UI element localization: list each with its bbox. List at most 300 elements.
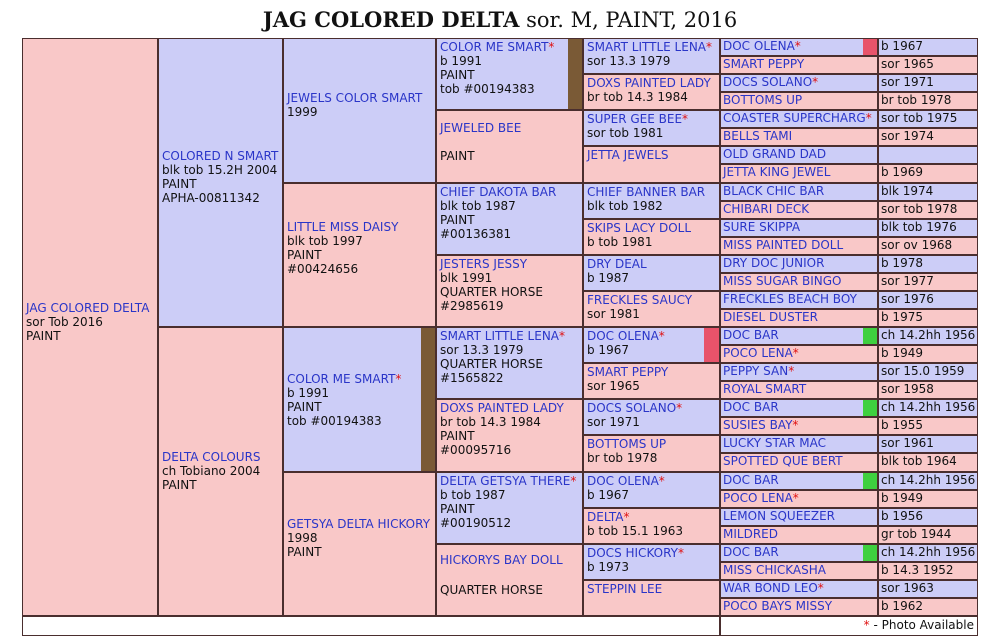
horse-info-line: b 1949 [881, 490, 923, 505]
horse-cell [283, 183, 436, 328]
horse-name-link[interactable] [587, 257, 716, 271]
horse-cell [720, 291, 878, 309]
horse-cell [720, 183, 878, 201]
horse-name-text: SURE SKIPPA [723, 219, 801, 234]
horse-name-text: DRY DOC JUNIOR [723, 255, 825, 270]
horse-info-cell [878, 327, 978, 345]
horse-name-link[interactable] [723, 274, 875, 289]
horse-name-text: DOCS HICKORY [587, 545, 678, 560]
horse-info-line: ch 14.2hh 1956 [881, 544, 976, 559]
horse-name-link[interactable] [723, 545, 875, 560]
horse-name-link[interactable] [723, 202, 875, 217]
horse-info-cell [878, 580, 978, 598]
horse-name-text: DELTA [587, 509, 624, 524]
horse-cell [583, 363, 720, 399]
horse-name-link[interactable] [723, 436, 875, 451]
horse-name-link[interactable] [723, 310, 875, 325]
horse-name-text: DOCS SOLANO [723, 75, 813, 90]
horse-info-line: PAINT [162, 177, 197, 191]
horse-cell [583, 183, 720, 219]
horse-name-text: COLORED N SMART [162, 149, 279, 163]
horse-name-text: DOXS PAINTED LADY [587, 76, 711, 91]
horse-info-cell [878, 508, 978, 526]
horse-cell [720, 237, 878, 255]
horse-info-line: #1565822 [440, 371, 504, 385]
horse-info-line: b 1955 [881, 418, 923, 433]
horse-name-text: DOC OLENA [723, 39, 795, 53]
horse-name-link[interactable] [440, 185, 579, 199]
horse-name-link[interactable] [162, 149, 279, 163]
horse-info-line: b 1967 [587, 487, 629, 502]
horse-name-link[interactable] [587, 437, 716, 451]
pedigree-chart [22, 38, 978, 636]
photo-available-star: * [623, 509, 630, 524]
horse-info-cell [878, 562, 978, 580]
horse-name-link[interactable] [587, 148, 716, 162]
horse-info-line: b 1967 [587, 343, 629, 357]
horse-info-cell [878, 74, 978, 92]
horse-name-link[interactable] [162, 450, 279, 464]
horse-name-text: DRY DEAL [587, 256, 647, 271]
horse-cell [583, 38, 720, 74]
horse-info-line: sor 13.3 1979 [440, 343, 524, 357]
horse-info-line: PAINT [26, 329, 61, 343]
horse-info-line: ch 14.2hh 1956 [881, 328, 976, 342]
horse-name-text: SUPER GEE BEE [587, 112, 683, 127]
horse-info-line: blk tob 1997 [287, 233, 363, 248]
photo-available-star: * [395, 372, 402, 386]
horse-info-cell [878, 472, 978, 490]
horse-name-text: POCO BAYS MISSY [723, 598, 833, 613]
horse-cell [583, 544, 720, 580]
horse-info-line: sor 1971 [881, 75, 934, 90]
horse-info-cell [878, 381, 978, 399]
horse-info-line: QUARTER HORSE [440, 284, 543, 299]
horse-info-cell [878, 237, 978, 255]
horse-cell [720, 472, 878, 490]
horse-name-text: DOC OLENA [587, 329, 659, 343]
horse-info-cell [878, 255, 978, 273]
horse-name-link[interactable] [440, 121, 579, 135]
horse-name-link[interactable] [440, 329, 579, 343]
horse-info-line: #00095716 [440, 443, 512, 458]
horse-info-line: sor 1971 [587, 415, 640, 430]
horse-info-line: br tob 1978 [587, 451, 658, 466]
horse-info-line: gr tob 1944 [881, 526, 952, 541]
horse-name-link[interactable] [587, 546, 716, 560]
horse-name-text: COLOR ME SMART [287, 372, 396, 386]
horse-cell [720, 327, 878, 345]
horse-name-link[interactable] [723, 57, 875, 72]
horse-info-line: tob #00194383 [287, 414, 382, 428]
horse-name-text: FRECKLES SAUCY [587, 292, 693, 307]
horse-name-link[interactable] [723, 400, 875, 415]
horse-name-text: SMART PEPPY [587, 365, 669, 380]
horse-name-link[interactable] [723, 473, 875, 488]
horse-info-line: tob #00194383 [440, 82, 535, 96]
horse-name-link[interactable] [723, 563, 875, 578]
horse-name-link[interactable] [723, 75, 875, 90]
horse-name-text: CHIBARI DECK [723, 201, 810, 216]
brown-side-bar [568, 39, 582, 109]
horse-info-line: #00136381 [440, 226, 512, 241]
horse-name-text: SKIPS LACY DOLL [587, 220, 692, 235]
horse-name-link[interactable] [723, 220, 875, 235]
photo-available-star: * [559, 329, 565, 343]
horse-cell [583, 219, 720, 255]
horse-info-line: b 1975 [881, 309, 923, 324]
horse-cell [583, 110, 720, 146]
horse-name-text: MISS CHICKASHA [723, 562, 826, 577]
horse-info-cell [878, 598, 978, 616]
horse-name-link[interactable] [587, 293, 716, 307]
horse-name-text: COLOR ME SMART [440, 40, 549, 54]
title-details: sor. M, PAINT, 2016 [526, 8, 738, 32]
horse-info-line: ch 14.2hh 1956 [881, 400, 976, 415]
horse-info-line: PAINT [440, 212, 475, 227]
horse-name-text: JEWELED BEE [440, 121, 522, 136]
horse-info-line: b 14.3 1952 [881, 562, 954, 577]
horse-cell [158, 38, 283, 327]
horse-info-line: br tob 1978 [881, 93, 952, 108]
horse-info-cell [878, 526, 978, 544]
horse-name-text: SUSIES BAY [723, 418, 793, 433]
horse-name-link[interactable] [723, 581, 875, 596]
horse-name-text: OLD GRAND DAD [723, 147, 827, 162]
horse-info-line: b 1956 [881, 508, 923, 523]
horse-info-line: br tob 14.3 1984 [440, 415, 541, 430]
horse-cell [720, 598, 878, 616]
horse-name-link[interactable] [587, 76, 716, 90]
horse-info-cell [878, 435, 978, 453]
horse-name-link[interactable] [587, 185, 716, 199]
horse-cell [720, 219, 878, 237]
photo-available-star: * [706, 40, 712, 54]
horse-name-link[interactable] [440, 553, 579, 567]
horse-name-link[interactable] [723, 599, 875, 614]
page-title [0, 7, 1000, 32]
horse-name-text: SMART LITTLE LENA [587, 40, 706, 54]
horse-name-text: DOCS SOLANO [587, 401, 677, 416]
horse-name-text: DOC BAR [723, 328, 779, 342]
horse-info-cell [878, 273, 978, 291]
horse-name-link[interactable] [723, 509, 875, 524]
horse-info-line: sor 1977 [881, 273, 934, 288]
horse-name-text: CHIEF DAKOTA BAR [440, 184, 557, 199]
horse-info-line: QUARTER HORSE [440, 582, 543, 597]
horse-info-cell [878, 219, 978, 237]
horse-name-text: MISS PAINTED DOLL [723, 237, 844, 252]
horse-info-line: sor tob 1975 [881, 111, 958, 126]
horse-cell [436, 110, 583, 182]
horse-info-line: PAINT [162, 478, 197, 492]
red-color-marker [863, 39, 877, 55]
horse-info-line: b 1969 [881, 165, 923, 180]
horse-cell [720, 435, 878, 453]
horse-cell [583, 580, 720, 616]
green-color-marker [863, 328, 877, 344]
horse-info-line: ch Tobiano 2004 [162, 464, 261, 478]
horse-cell [283, 327, 436, 472]
photo-available-star: * [865, 111, 872, 126]
horse-name-link[interactable] [287, 91, 432, 105]
horse-cell [583, 146, 720, 182]
horse-info-line: sor 1965 [587, 379, 640, 394]
horse-info-line: 1999 [287, 105, 318, 119]
horse-name-link[interactable] [723, 165, 875, 180]
horse-info-line: sor 1974 [881, 129, 934, 144]
horse-info-line: sor tob 1978 [881, 201, 958, 216]
horse-cell [720, 526, 878, 544]
horse-cell [720, 453, 878, 471]
horse-info-line: b 1973 [587, 559, 629, 574]
horse-info-line: br tob 14.3 1984 [587, 90, 688, 105]
horse-cell [720, 128, 878, 146]
horse-cell [720, 146, 878, 164]
horse-name-link[interactable] [587, 582, 716, 596]
horse-cell [436, 255, 583, 327]
photo-available-star: * [792, 490, 799, 505]
horse-cell [720, 417, 878, 435]
horse-name-link[interactable] [723, 382, 875, 397]
horse-cell [720, 255, 878, 273]
horse-name-text: DOC BAR [723, 400, 779, 415]
horse-name-text: SMART LITTLE LENA [440, 329, 559, 343]
horse-name-link[interactable] [723, 184, 875, 199]
horse-cell [720, 381, 878, 399]
horse-name-link[interactable] [723, 129, 875, 144]
horse-name-text: POCO LENA [723, 490, 793, 505]
photo-available-star: * [658, 329, 665, 343]
horse-name-text: JESTERS JESSY [440, 256, 528, 271]
horse-info-line: sor 1963 [881, 580, 934, 595]
horse-name-link[interactable] [723, 364, 875, 379]
horse-name-link[interactable] [287, 517, 432, 531]
horse-name-text: JETTA KING JEWEL [723, 165, 831, 180]
horse-cell [720, 345, 878, 363]
horse-info-line: PAINT [287, 247, 322, 262]
photo-available-star: * [658, 473, 665, 488]
horse-name-link[interactable] [723, 93, 875, 108]
horse-info-cell [878, 345, 978, 363]
horse-info-cell [878, 110, 978, 128]
horse-info-line: sor 1981 [587, 306, 640, 321]
horse-info-cell [878, 128, 978, 146]
horse-name-text: GETSYA DELTA HICKORY [287, 516, 431, 531]
horse-info-line: b 1949 [881, 346, 923, 361]
horse-cell [583, 327, 720, 363]
horse-info-cell [878, 201, 978, 219]
horse-info-line: b 1987 [587, 270, 629, 285]
horse-name-link[interactable] [723, 418, 875, 433]
horse-name-link[interactable] [287, 220, 432, 234]
horse-name-text: ROYAL SMART [723, 382, 807, 397]
horse-name-text: MILDRED [723, 526, 778, 541]
horse-name-text: JETTA JEWELS [587, 148, 669, 163]
horse-info-line: sor tob 1981 [587, 126, 664, 141]
horse-name-link[interactable] [587, 112, 716, 126]
horse-info-cell [878, 146, 978, 164]
horse-cell [583, 74, 720, 110]
photo-available-star: * [863, 618, 870, 632]
photo-available-star: * [548, 40, 555, 54]
horse-info-cell [878, 490, 978, 508]
horse-info-line: b tob 1987 [440, 487, 506, 502]
horse-name-link[interactable] [723, 292, 875, 307]
horse-name-link[interactable] [723, 454, 875, 469]
horse-cell [720, 56, 878, 74]
horse-cell [720, 508, 878, 526]
horse-name-text: MISS SUGAR BINGO [723, 273, 842, 288]
horse-name-text: POCO LENA [723, 346, 793, 361]
photo-available-star: * [794, 39, 801, 53]
horse-info-cell [878, 309, 978, 327]
horse-name-text: BELLS TAMI [723, 129, 793, 144]
horse-info-line: #00424656 [287, 261, 359, 276]
horse-cell [436, 183, 583, 255]
horse-name-link[interactable] [587, 474, 716, 488]
horse-info-line: blk tob 15.2H 2004 [162, 163, 278, 177]
horse-name-text: CHIEF BANNER BAR [587, 184, 706, 199]
horse-name-text: DELTA COLOURS [162, 450, 261, 464]
horse-cell [436, 472, 583, 544]
horse-cell [583, 435, 720, 471]
horse-name-link[interactable] [587, 510, 716, 524]
horse-name-text: LITTLE MISS DAISY [287, 219, 399, 234]
horse-info-line: sor 15.0 1959 [881, 364, 965, 379]
horse-cell [720, 309, 878, 327]
horse-cell [720, 110, 878, 128]
photo-available-legend: - Photo Available [869, 618, 974, 632]
horse-cell [720, 201, 878, 219]
horse-info-line: b 1967 [881, 39, 923, 53]
horse-info-line: APHA-00811342 [162, 191, 260, 205]
horse-name-link[interactable] [440, 257, 579, 271]
horse-info-line: blk tob 1987 [440, 198, 516, 213]
horse-name-link[interactable] [440, 401, 579, 415]
photo-available-star: * [676, 401, 683, 416]
horse-cell [583, 508, 720, 544]
horse-name-text: DELTA GETSYA THERE [440, 473, 571, 488]
horse-info-line: sor 1976 [881, 291, 934, 306]
brown-side-bar [421, 328, 435, 471]
horse-info-line: b 1991 [440, 54, 482, 68]
horse-cell [720, 92, 878, 110]
green-color-marker [863, 473, 877, 489]
horse-cell [583, 472, 720, 508]
horse-name-text: LUCKY STAR MAC [723, 436, 826, 451]
horse-info-line: b tob 1981 [587, 234, 653, 249]
horse-name-text: HICKORYS BAY DOLL [440, 552, 563, 567]
photo-available-star: * [570, 473, 577, 488]
horse-name-text: JAG COLORED DELTA [26, 301, 150, 315]
horse-name-link[interactable] [587, 221, 716, 235]
horse-name-link[interactable] [587, 40, 716, 54]
horse-cell [720, 74, 878, 92]
horse-name-link[interactable] [723, 527, 875, 542]
horse-cell [720, 273, 878, 291]
horse-info-cell [878, 183, 978, 201]
horse-info-line: sor Tob 2016 [26, 315, 103, 329]
horse-name-text: JEWELS COLOR SMART [287, 91, 423, 105]
horse-info-cell [878, 56, 978, 74]
horse-cell [436, 399, 583, 471]
horse-name-link[interactable] [723, 491, 875, 506]
green-color-marker [863, 545, 877, 561]
horse-cell [720, 562, 878, 580]
horse-info-line: 1998 [287, 530, 318, 545]
horse-cell [436, 38, 583, 110]
horse-info-cell [878, 38, 978, 56]
horse-info-line: blk 1991 [440, 270, 493, 285]
horse-info-line: QUARTER HORSE [440, 357, 543, 371]
horse-info-line: #2985619 [440, 298, 504, 313]
horse-name-text: LEMON SQUEEZER [723, 508, 836, 523]
footer-left [22, 616, 720, 636]
horse-info-cell [878, 291, 978, 309]
horse-info-line: PAINT [287, 544, 322, 559]
horse-name-link[interactable] [440, 40, 579, 54]
photo-available-star: * [817, 580, 824, 595]
horse-name-link[interactable] [587, 329, 716, 343]
horse-name-link[interactable] [287, 372, 432, 386]
horse-info-line: blk tob 1964 [881, 454, 957, 469]
horse-info-line: b 1991 [287, 386, 329, 400]
horse-name-text: DIESEL DUSTER [723, 309, 818, 324]
horse-cell [720, 399, 878, 417]
horse-info-line: b 1978 [881, 255, 923, 270]
horse-info-line: PAINT [440, 501, 475, 516]
horse-cell [22, 38, 158, 616]
horse-info-line: sor 1965 [881, 57, 934, 72]
horse-info-line: ch 14.2hh 1956 [881, 472, 976, 487]
horse-cell [436, 327, 583, 399]
horse-name-text: SPOTTED QUE BERT [723, 454, 843, 469]
horse-name-text: WAR BOND LEO [723, 580, 818, 595]
horse-cell [283, 472, 436, 617]
horse-name-text: PEPPY SAN [723, 364, 789, 379]
horse-name-link[interactable] [723, 111, 875, 126]
horse-name-text: BOTTOMS UP [587, 437, 667, 452]
horse-name-link[interactable] [723, 39, 875, 54]
horse-name-link[interactable] [587, 365, 716, 379]
horse-info-line: sor 1961 [881, 436, 934, 451]
horse-name-link[interactable] [723, 238, 875, 253]
horse-name-text: BLACK CHIC BAR [723, 183, 825, 198]
horse-name-text: FRECKLES BEACH BOY [723, 291, 857, 306]
horse-name-link[interactable] [26, 301, 154, 315]
horse-name-text: BOTTOMS UP [723, 93, 803, 108]
horse-info-line: b tob 15.1 1963 [587, 523, 683, 538]
green-color-marker [863, 400, 877, 416]
horse-name-link[interactable] [723, 147, 875, 162]
horse-info-line: #00190512 [440, 515, 512, 530]
photo-available-star: * [792, 346, 799, 361]
horse-info-line: sor ov 1968 [881, 237, 953, 252]
horse-name-link[interactable] [723, 346, 875, 361]
horse-name-link[interactable] [587, 401, 716, 415]
horse-name-link[interactable] [723, 328, 875, 343]
horse-info-line: sor 1958 [881, 382, 934, 397]
horse-name-link[interactable] [723, 256, 875, 271]
horse-name-text: DOC BAR [723, 544, 779, 559]
horse-name-link[interactable] [440, 474, 579, 488]
horse-name-text: DOXS PAINTED LADY [440, 401, 564, 416]
photo-available-star: * [792, 418, 799, 433]
horse-info-cell [878, 453, 978, 471]
horse-info-cell [878, 544, 978, 562]
horse-info-cell [878, 164, 978, 182]
